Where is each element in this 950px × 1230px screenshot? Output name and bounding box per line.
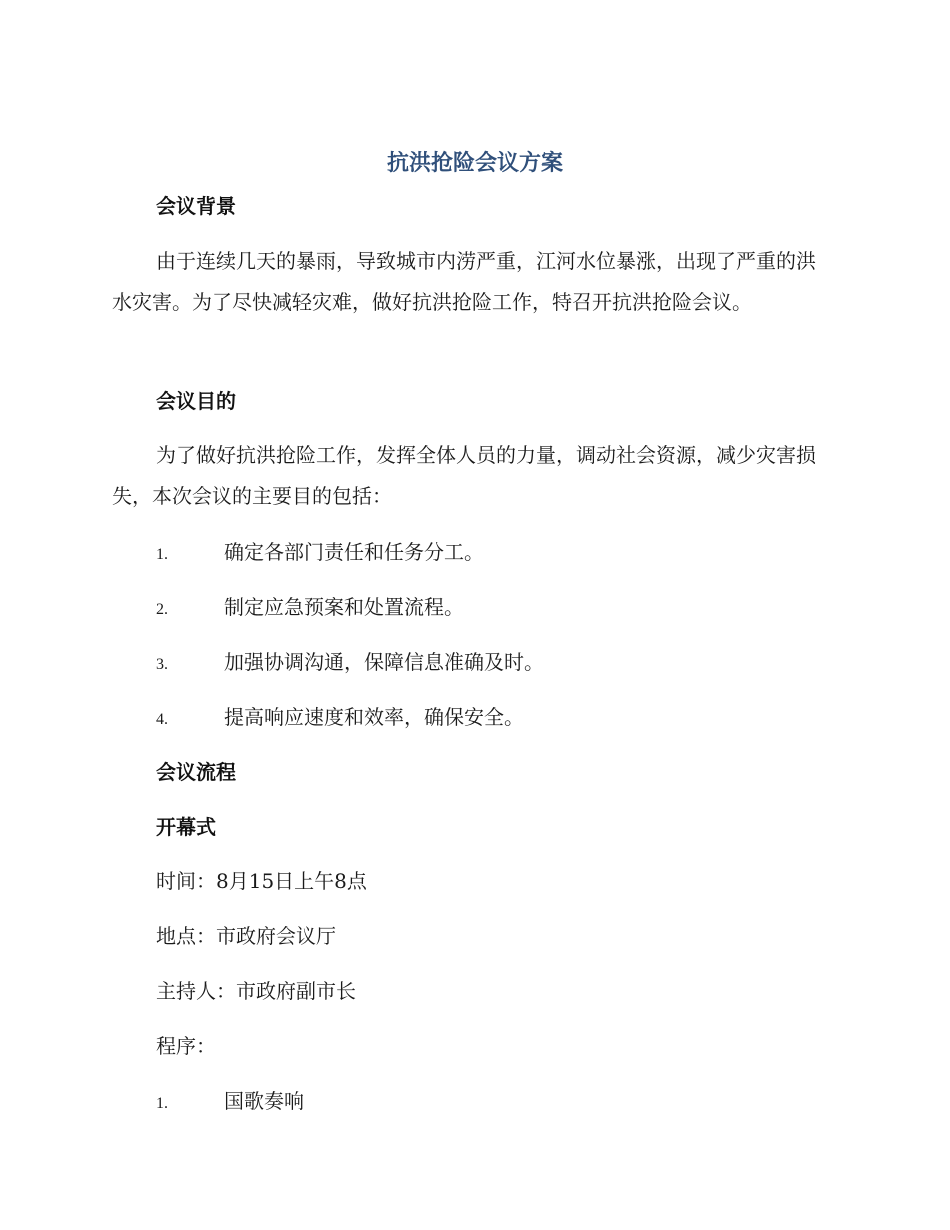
opening-program-label: 程序：: [156, 1034, 216, 1058]
section-heading-purpose: 会议目的: [156, 389, 236, 413]
purpose-paragraph: 为了做好抗洪抢险工作，发挥全体人员的力量，调动社会资源，减少灾害损失，本次会议的主要目的包括：: [112, 443, 816, 508]
list-item: [156, 537, 484, 570]
subsection-heading-opening: 开幕式: [156, 815, 216, 839]
list-item-number: 3.: [156, 656, 168, 673]
list-item: [156, 647, 544, 680]
list-item-text: 加强协调沟通，保障信息准确及时。: [224, 650, 544, 674]
list-item-text: 制定应急预案和处置流程。: [224, 595, 464, 619]
list-item-number: 2.: [156, 601, 168, 618]
list-item-number: 4.: [156, 711, 168, 728]
list-item-text: 提高响应速度和效率，确保安全。: [224, 705, 524, 729]
list-item-text: 确定各部门责任和任务分工。: [224, 540, 484, 564]
list-item-text: 国歌奏响: [224, 1089, 304, 1113]
section-heading-background: 会议背景: [156, 194, 236, 218]
opening-time: 时间：8月15日上午8点: [156, 869, 367, 893]
list-item: [156, 1086, 304, 1119]
opening-location: 地点：市政府会议厅: [156, 924, 336, 948]
list-item-number: 1.: [156, 546, 168, 563]
list-item: [156, 592, 464, 625]
list-item-number: 1.: [156, 1095, 168, 1112]
document-title: 抗洪抢险会议方案: [386, 151, 563, 176]
list-item: [156, 702, 524, 735]
opening-host: 主持人：市政府副市长: [156, 979, 356, 1003]
background-paragraph: 由于连续几天的暴雨，导致城市内涝严重，江河水位暴涨，出现了严重的洪水灾害。为了尽快减轻灾难，做好抗洪抢险工作，特召开抗洪抢险会议。: [112, 249, 816, 314]
section-heading-process: 会议流程: [156, 760, 236, 784]
